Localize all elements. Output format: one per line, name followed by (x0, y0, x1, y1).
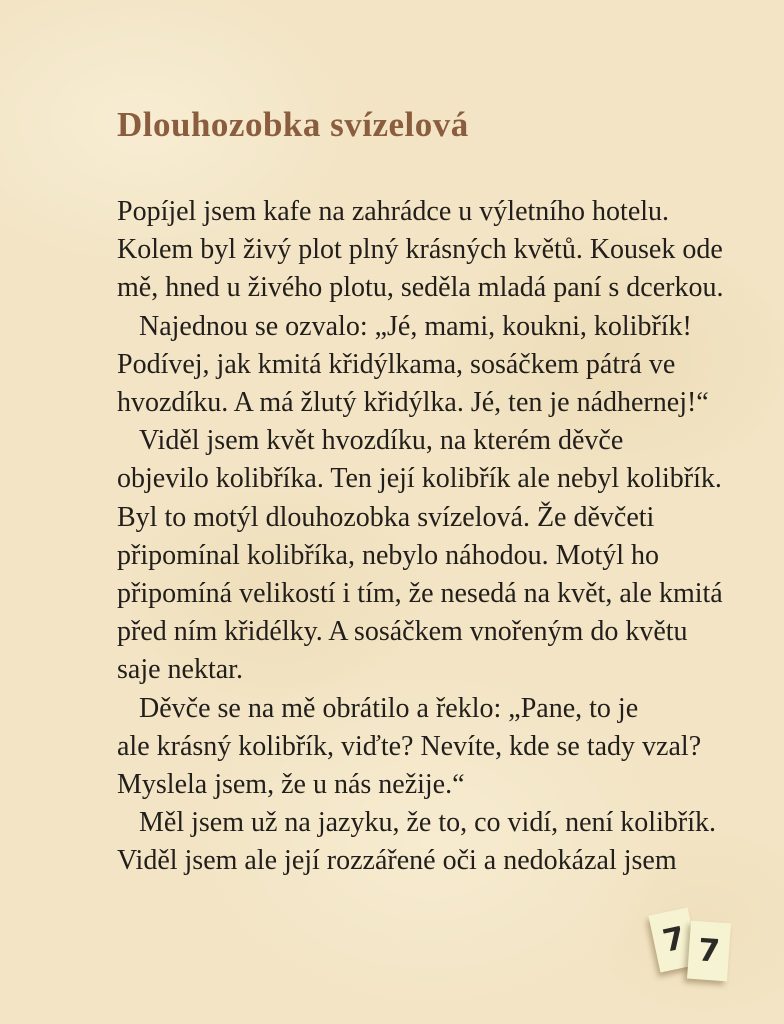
text-line: objevilo kolibříka. Ten její kolibřík ale nebyl kolibřík. (117, 463, 722, 495)
text-line: hvozdíku. A má žlutý křidýlka. Jé, ten je nádhernej!“ (117, 387, 709, 419)
text-line: před ním křidélky. A sosáčkem vnořeným do květu (117, 616, 688, 648)
text-line: Byl to motýl dlouhozobka svízelová. Že děvčeti (117, 501, 655, 533)
text-line: ale krásný kolibřík, viďte? Nevíte, kde se tady vzal? (117, 730, 702, 762)
text-line: Viděl jsem květ hvozdíku, na kterém děvče (139, 425, 624, 457)
body-text (117, 193, 724, 881)
text-line: saje nektar. (117, 654, 243, 686)
text-line: Děvče se na mě obrátilo a řeklo: „Pane, to je (139, 692, 639, 724)
text-line: připomíná velikostí i tím, že nesedá na květ, ale kmitá (117, 578, 723, 610)
text-line: Podívej, jak kmitá křidýlkama, sosáčkem pátrá ve (117, 348, 676, 380)
text-line: mě, hned u živého plotu, seděla mladá paní s dcerkou. (117, 272, 724, 304)
page-title: Dlouhozobka svízelová (117, 105, 469, 144)
text-line: Měl jsem už na jazyku, že to, co vidí, není kolibřík. (139, 807, 716, 839)
text-line: připomínal kolibříka, nebylo náhodou. Motýl ho (117, 539, 660, 571)
page-number-front: 7 (697, 931, 722, 970)
text-line: Myslela jsem, že u nás nežije.“ (117, 769, 465, 801)
text-line: Popíjel jsem kafe na zahrádce u výletního hotelu. (117, 196, 670, 227)
text-line: Viděl jsem ale její rozzářené oči a nedokázal jsem (117, 845, 677, 877)
text-line: Kolem byl živý plot plný krásných květů. Kousek ode (117, 234, 723, 266)
text-line: Najednou se ozvalo: „Jé, mami, koukni, kolibřík! (139, 310, 692, 342)
page-number-tile-front (687, 921, 731, 982)
page-number-back: 7 (659, 919, 689, 960)
